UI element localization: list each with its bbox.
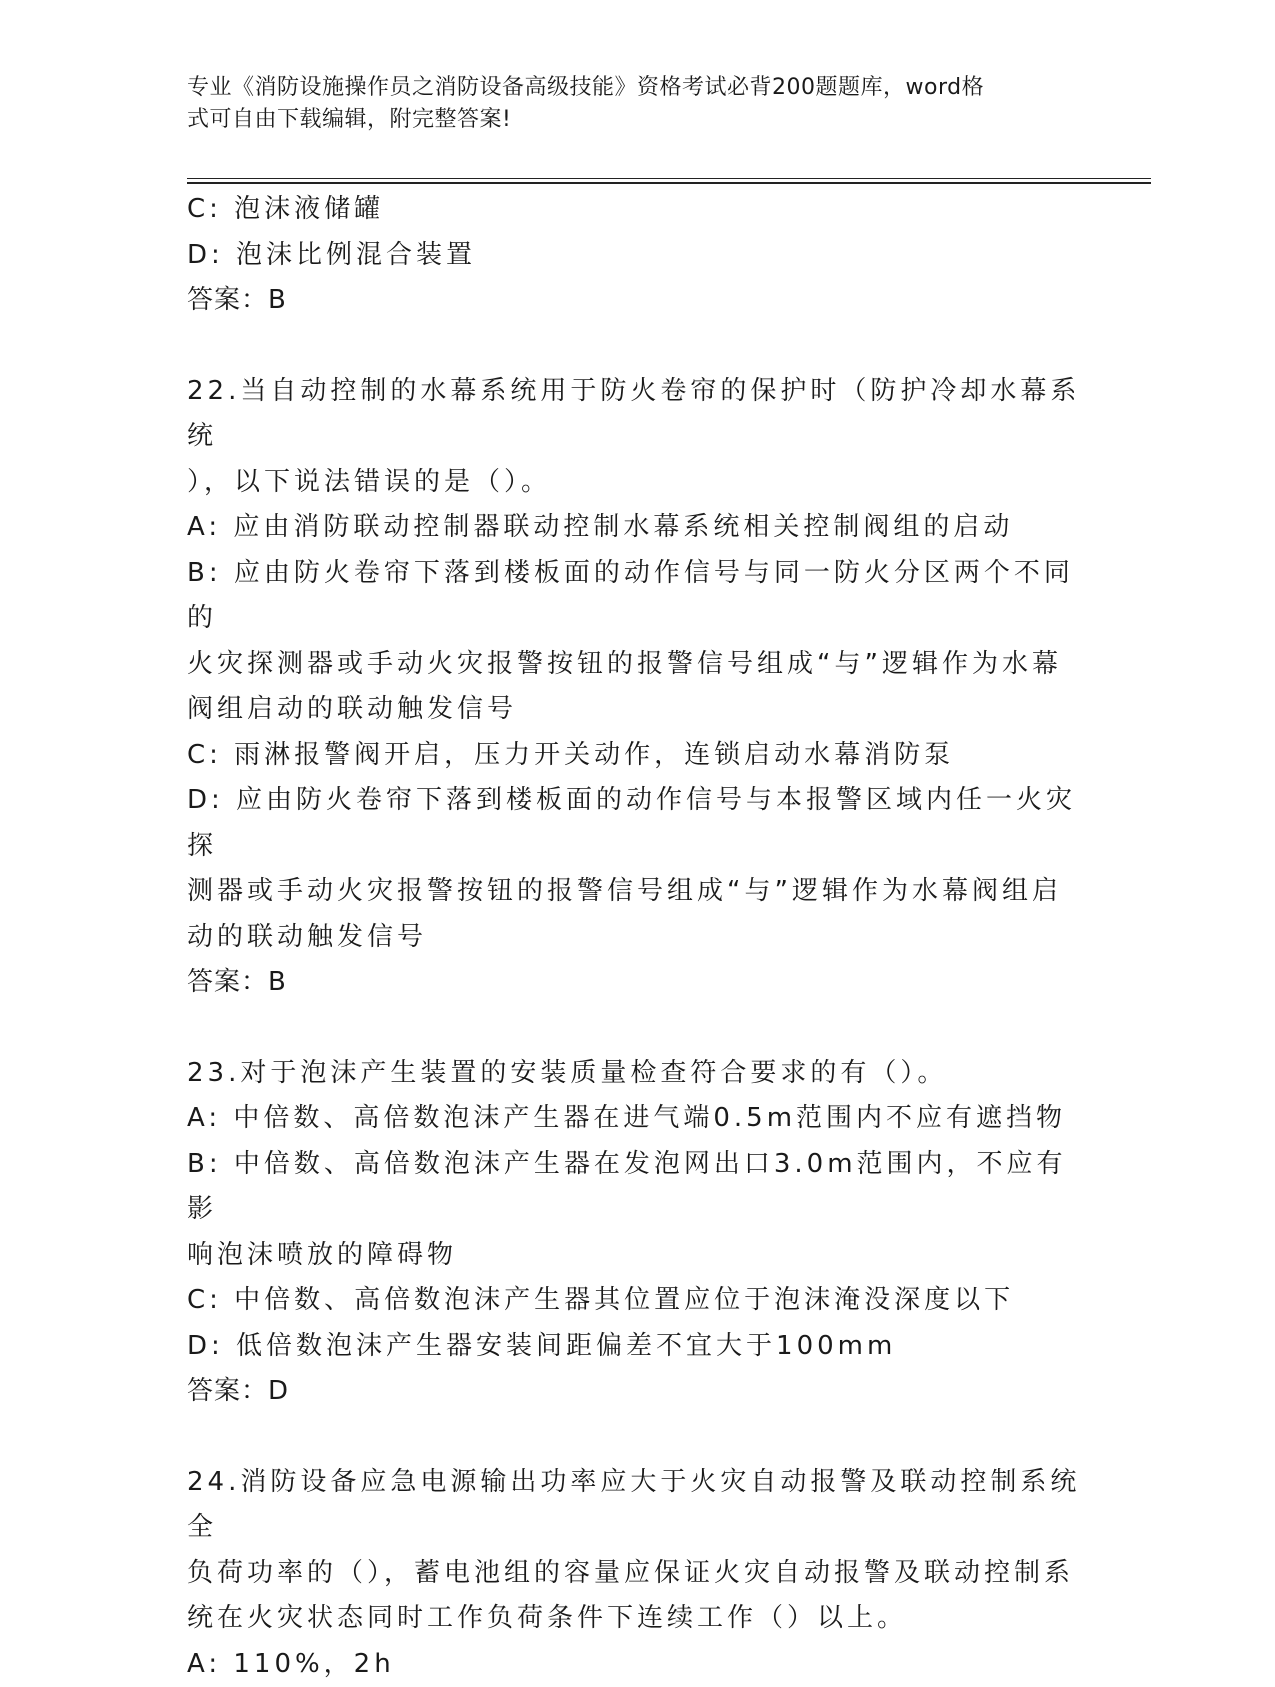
document-body <box>187 187 1087 1687</box>
option-b-cont: 火灾探测器或手动火灾报警按钮的报警信号组成“与”逻辑作为水幕 <box>187 642 1087 688</box>
document-header <box>187 72 1067 136</box>
answer-line: 答案：B <box>187 278 1087 324</box>
option-d: D: 泡沫比例混合装置 <box>187 233 1087 279</box>
option-a: A: 中倍数、高倍数泡沫产生器在进气端0.5m范围内不应有遮挡物 <box>187 1096 1087 1142</box>
header-title-line1: 专业《消防设施操作员之消防设备高级技能》资格考试必背200题题库，word格 <box>187 72 1067 104</box>
answer-line: 答案：B <box>187 960 1087 1006</box>
option-b: B: 中倍数、高倍数泡沫产生器在发泡网出口3.0m范围内，不应有影 <box>187 1142 1087 1233</box>
option-d: D: 低倍数泡沫产生器安装间距偏差不宜大于100mm <box>187 1324 1087 1370</box>
option-c: C: 雨淋报警阀开启，压力开关动作，连锁启动水幕消防泵 <box>187 733 1087 779</box>
question-stem: 23.对于泡沫产生装置的安装质量检查符合要求的有（）。 <box>187 1051 1087 1097</box>
option-b-cont: 响泡沫喷放的障碍物 <box>187 1233 1087 1279</box>
option-b-cont: 阀组启动的联动触发信号 <box>187 687 1087 733</box>
option-c: C: 中倍数、高倍数泡沫产生器其位置应位于泡沫淹没深度以下 <box>187 1278 1087 1324</box>
question-stem-cont: 统在火灾状态同时工作负荷条件下连续工作（）以上。 <box>187 1596 1087 1642</box>
question-stem: 24.消防设备应急电源输出功率应大于火灾自动报警及联动控制系统全 <box>187 1460 1087 1551</box>
question-stem-cont: ），以下说法错误的是（）。 <box>187 460 1087 506</box>
header-divider-thick <box>187 182 1151 184</box>
option-b: B: 应由防火卷帘下落到楼板面的动作信号与同一防火分区两个不同的 <box>187 551 1087 642</box>
question-21-tail <box>187 187 1087 324</box>
question-24 <box>187 1460 1087 1687</box>
option-a: A: 应由消防联动控制器联动控制水幕系统相关控制阀组的启动 <box>187 505 1087 551</box>
answer-line: 答案：D <box>187 1369 1087 1415</box>
option-c: C: 泡沫液储罐 <box>187 187 1087 233</box>
question-stem-cont: 负荷功率的（），蓄电池组的容量应保证火灾自动报警及联动控制系 <box>187 1551 1087 1597</box>
header-divider-thin <box>187 178 1151 179</box>
question-23 <box>187 1051 1087 1415</box>
option-d-cont: 动的联动触发信号 <box>187 915 1087 961</box>
question-stem: 22.当自动控制的水幕系统用于防火卷帘的保护时（防护冷却水幕系统 <box>187 369 1087 460</box>
option-a: A: 110%，2h <box>187 1642 1087 1687</box>
option-d: D: 应由防火卷帘下落到楼板面的动作信号与本报警区域内任一火灾探 <box>187 778 1087 869</box>
option-d-cont: 测器或手动火灾报警按钮的报警信号组成“与”逻辑作为水幕阀组启 <box>187 869 1087 915</box>
header-title-line2: 式可自由下载编辑，附完整答案! <box>187 104 1067 136</box>
question-22 <box>187 369 1087 1006</box>
